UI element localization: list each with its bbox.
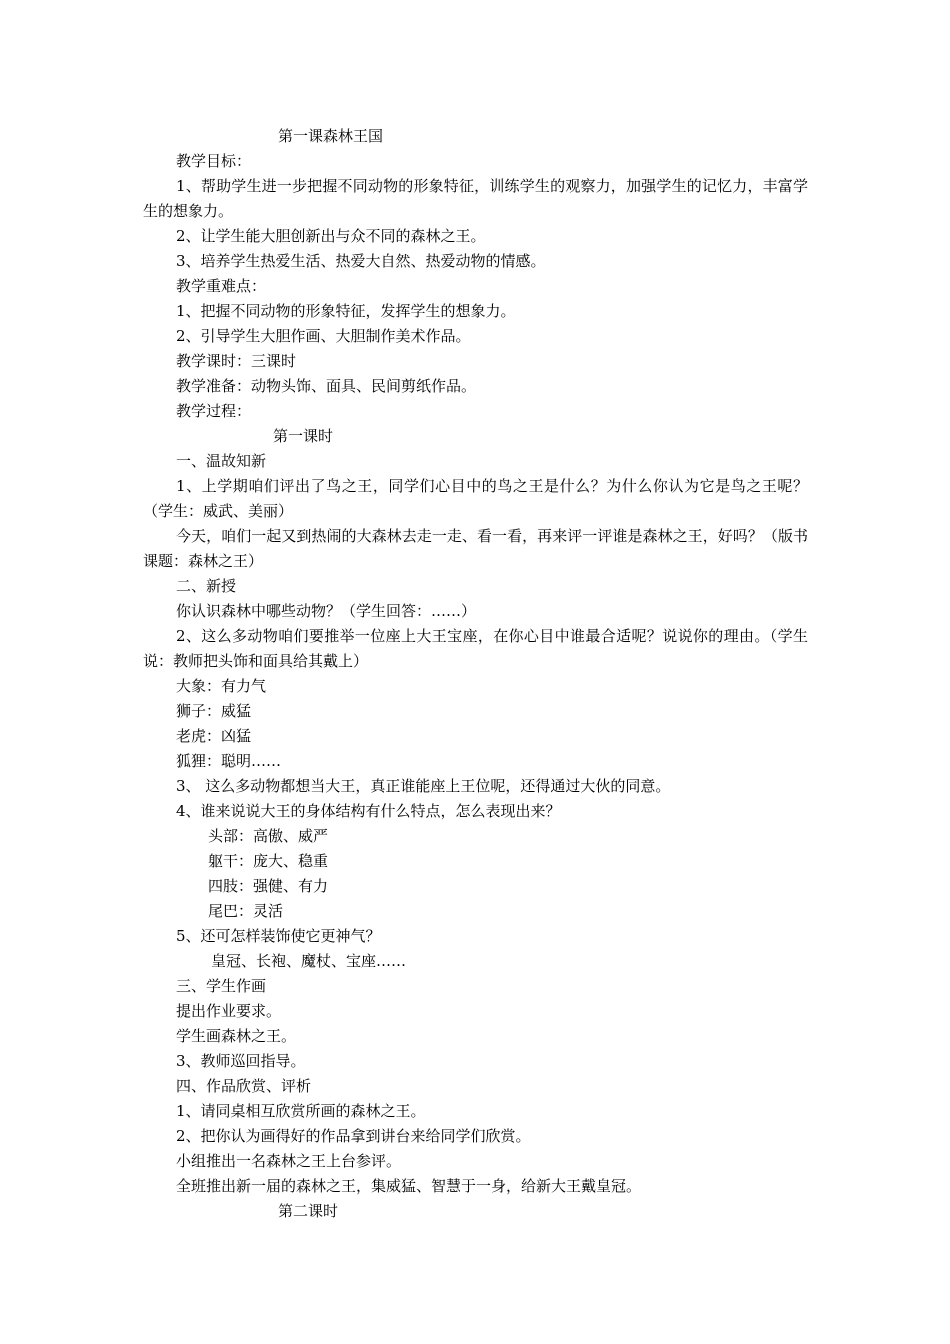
period-2-title: 第二课时: [278, 1202, 339, 1220]
objective-3: 3、培养学生热爱生活、热爱大自然、热爱动物的情感。: [176, 252, 546, 270]
animal-fox: 狐狸：聪明……: [176, 752, 282, 770]
review-item-1: 1、上学期咱们评出了鸟之王，同学们心目中的鸟之王是什么？为什么你认为它是鸟之王呢？（学生：威武、美丽）: [143, 477, 808, 520]
period-1-title: 第一课时: [273, 427, 334, 445]
new-lesson-item-3: 3、 这么多动物都想当大王，真正谁能座上王位呢，还得通过大伙的同意。: [176, 777, 671, 795]
animal-tiger: 老虎：凶猛: [176, 727, 252, 745]
step-review: 一、温故知新: [176, 452, 267, 470]
appreciation-item-3: 小组推出一名森林之王上台参评。: [176, 1152, 402, 1170]
step-new-lesson: 二、新授: [176, 577, 237, 595]
body-part-head: 头部：高傲、威严: [208, 827, 329, 845]
document-body: [143, 124, 808, 1224]
new-lesson-item-5: 5、还可怎样装饰使它更神气？: [176, 927, 381, 945]
appreciation-item-1: 1、请同桌相互欣赏所画的森林之王。: [176, 1102, 426, 1120]
body-part-tail: 尾巴：灵活: [208, 902, 284, 920]
new-lesson-item-4: 4、谁来说说大王的身体结构有什么特点，怎么表现出来？: [176, 802, 561, 820]
decoration-list: 皇冠、长袍、魔杖、宝座……: [211, 952, 407, 970]
drawing-item-1: 提出作业要求。: [176, 1002, 282, 1020]
body-part-limbs: 四肢：强健、有力: [208, 877, 329, 895]
section-heading-key-points: 教学重难点：: [176, 277, 267, 295]
body-part-torso: 躯干：庞大、稳重: [208, 852, 329, 870]
objective-2: 2、让学生能大胆创新出与众不同的森林之王。: [176, 227, 486, 245]
animal-lion: 狮子：威猛: [176, 702, 252, 720]
section-heading-objectives: 教学目标：: [176, 152, 252, 170]
step-student-drawing: 三、学生作画: [176, 977, 267, 995]
objective-1: 1、帮助学生进一步把握不同动物的形象特征，训练学生的观察力，加强学生的记忆力，丰富学生的想象力。: [143, 177, 808, 220]
drawing-item-3: 3、教师巡回指导。: [176, 1052, 306, 1070]
new-lesson-item-1: 你认识森林中哪些动物？（学生回答：……）: [176, 602, 477, 620]
appreciation-item-2: 2、把你认为画得好的作品拿到讲台来给同学们欣赏。: [176, 1127, 531, 1145]
new-lesson-item-2: 2、这么多动物咱们要推举一位座上大王宝座，在你心目中谁最合适呢？说说你的理由。（学生说：教师把头饰和面具给其戴上）: [143, 627, 808, 670]
appreciation-item-4: 全班推出新一届的森林之王，集威猛、智慧于一身，给新大王戴皇冠。: [176, 1177, 642, 1195]
lesson-title: 第一课森林王国: [278, 127, 384, 145]
drawing-item-2: 学生画森林之王。: [176, 1027, 297, 1045]
review-item-2: 今天，咱们一起又到热闹的大森林去走一走、看一看，再来评一评谁是森林之王，好吗？（版书课题：森林之王）: [143, 527, 808, 570]
section-heading-process: 教学过程：: [176, 402, 252, 420]
step-appreciation: 四、作品欣赏、评析: [176, 1077, 312, 1095]
teaching-preparation: 教学准备：动物头饰、面具、民间剪纸作品。: [176, 377, 477, 395]
key-point-1: 1、把握不同动物的形象特征，发挥学生的想象力。: [176, 302, 516, 320]
key-point-2: 2、引导学生大胆作画、大胆制作美术作品。: [176, 327, 471, 345]
teaching-hours: 教学课时：三课时: [176, 352, 297, 370]
animal-elephant: 大象：有力气: [176, 677, 267, 695]
